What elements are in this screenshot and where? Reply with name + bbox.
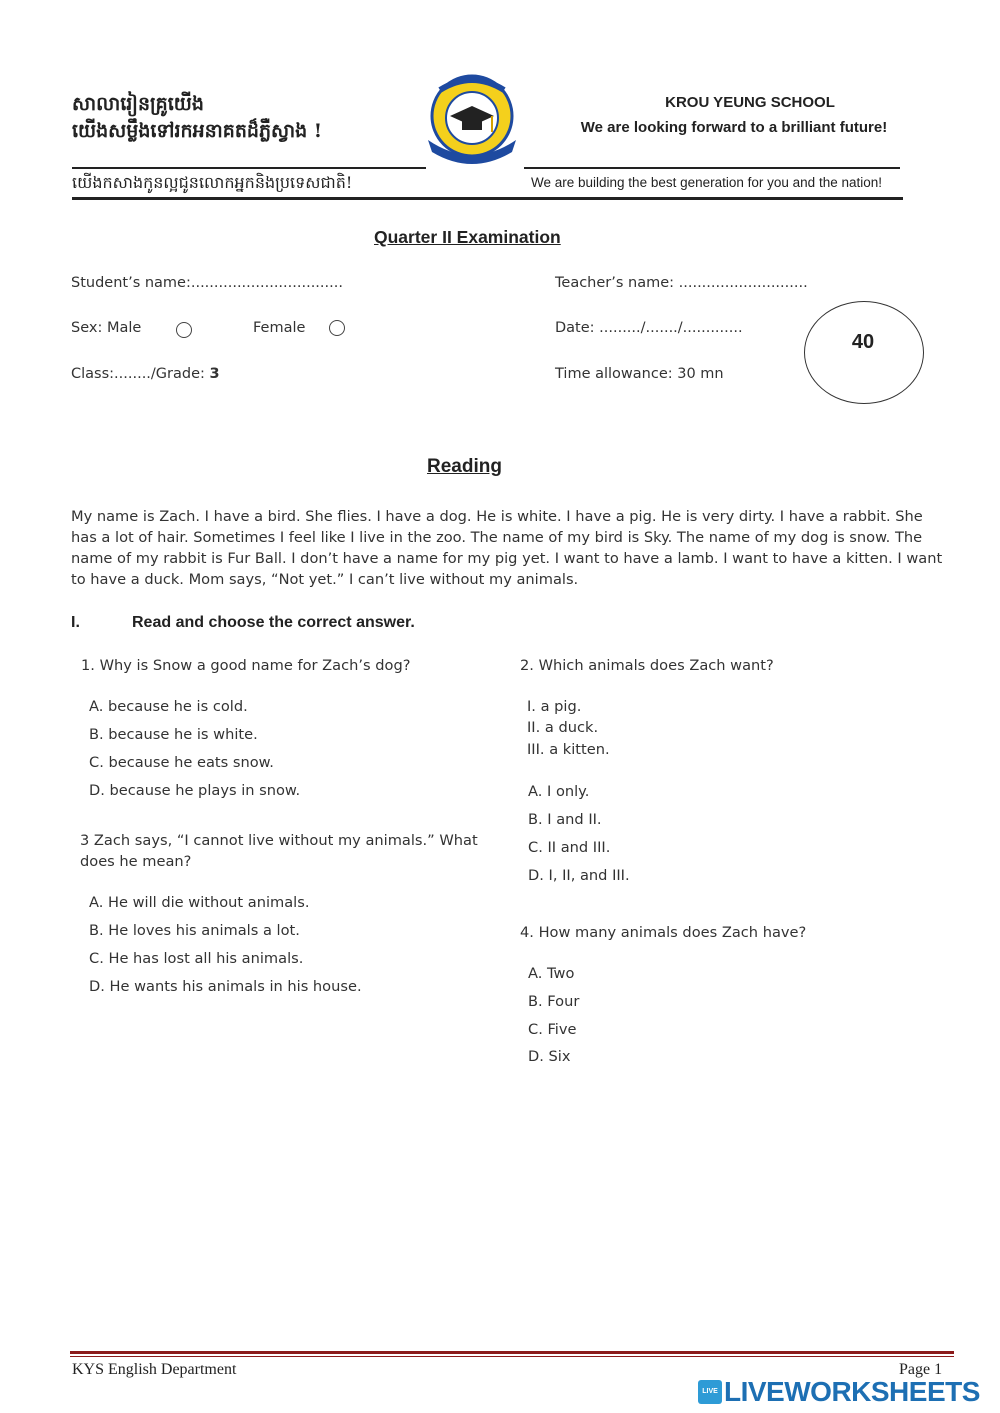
q1-option-a[interactable]: A. because he is cold. [89, 698, 248, 715]
student-name-field[interactable]: Student’s name:................................. [71, 275, 343, 291]
liveworksheets-watermark[interactable]: LIVEWORKSHEETS [724, 1376, 980, 1407]
q2-item-3: III. a kitten. [527, 741, 610, 758]
q1-option-c[interactable]: C. because he eats snow. [89, 754, 274, 771]
header-rule-left [72, 167, 426, 169]
khmer-slogan: យើងកសាងកូនល្អជូនលោកអ្នកនិងប្រទេសជាតិ! [72, 173, 353, 192]
q3-option-b[interactable]: B. He loves his animals a lot. [89, 922, 300, 939]
q2-option-b[interactable]: B. I and II. [528, 811, 602, 828]
q2-option-c[interactable]: C. II and III. [528, 839, 611, 856]
question-3-line2: does he mean? [80, 853, 192, 870]
q2-option-a[interactable]: A. I only. [528, 783, 590, 800]
header-rule-right [524, 167, 900, 169]
male-radio[interactable] [176, 322, 192, 338]
motto-english: We are looking forward to a brilliant future! [580, 119, 888, 136]
slogan-english: We are building the best generation for you and the nation! [531, 175, 882, 190]
q2-item-2: II. a duck. [527, 719, 599, 736]
q1-option-d[interactable]: D. because he plays in snow. [89, 782, 301, 799]
score-total: 40 [851, 331, 875, 353]
female-label: Female [253, 320, 306, 336]
section-number: I. [71, 614, 80, 631]
teacher-name-field[interactable]: Teacher’s name: ............................ [555, 275, 808, 291]
q2-option-d[interactable]: D. I, II, and III. [528, 867, 630, 884]
exam-title: Quarter II Examination [374, 227, 561, 247]
footer-department: KYS English Department [72, 1361, 237, 1378]
q4-option-b[interactable]: B. Four [528, 993, 580, 1010]
female-radio[interactable] [329, 320, 345, 336]
reading-title: Reading [427, 456, 502, 477]
reading-passage: My name is Zach. I have a bird. She flies. I have a dog. He is white. I have a pig. He is very dirty. I have a rabbit. She has a lot of hair. Sometimes I feel like I live in the zoo. The name of my bird is Sky. The name of my dog is snow. The name of my rabbit is Fur Ball. I don’t have a name for my pig yet. I want to have a lamb. I want to have a kitten. I want to have a duck. Mom says, “Not yet.” I can’t live without my animals. [71, 508, 943, 588]
khmer-motto: យើងសម្លឹងទៅរកអនាគតដ៏ភ្លឺស្វាង ! [72, 120, 323, 142]
q2-item-1: I. a pig. [527, 698, 582, 715]
q4-option-a[interactable]: A. Two [528, 965, 575, 982]
footer-rule-thin [70, 1356, 954, 1357]
liveworksheets-logo-icon: LIVE [698, 1380, 722, 1404]
section-instruction: Read and choose the correct answer. [132, 614, 415, 631]
question-2: 2. Which animals does Zach want? [520, 657, 774, 674]
date-field[interactable]: Date: ........./......./............. [555, 320, 743, 336]
q3-option-c[interactable]: C. He has lost all his animals. [89, 950, 304, 967]
class-label: Class:......../Grade: [71, 366, 210, 382]
sex-label: Sex: Male [71, 320, 142, 336]
q4-option-d[interactable]: D. Six [528, 1048, 571, 1065]
footer-rule [70, 1351, 954, 1354]
q1-option-b[interactable]: B. because he is white. [89, 726, 258, 743]
q3-option-d[interactable]: D. He wants his animals in his house. [89, 978, 362, 995]
school-logo [420, 74, 524, 170]
q4-option-c[interactable]: C. Five [528, 1021, 577, 1038]
school-name-english: KROU YEUNG SCHOOL [665, 94, 835, 111]
class-grade-field[interactable] [71, 366, 220, 382]
khmer-school-name: សាលារៀនគ្រូយើង [72, 93, 204, 115]
time-allowance: Time allowance: 30 mn [555, 366, 724, 382]
header-rule-bottom [72, 197, 903, 200]
question-1: 1. Why is Snow a good name for Zach’s dog? [81, 657, 411, 674]
q3-option-a[interactable]: A. He will die without animals. [89, 894, 310, 911]
footer-page-number: Page 1 [899, 1361, 943, 1378]
question-3-line1: 3 Zach says, “I cannot live without my animals.” What [80, 832, 478, 849]
question-4: 4. How many animals does Zach have? [520, 924, 807, 941]
grade-value: 3 [209, 366, 220, 382]
